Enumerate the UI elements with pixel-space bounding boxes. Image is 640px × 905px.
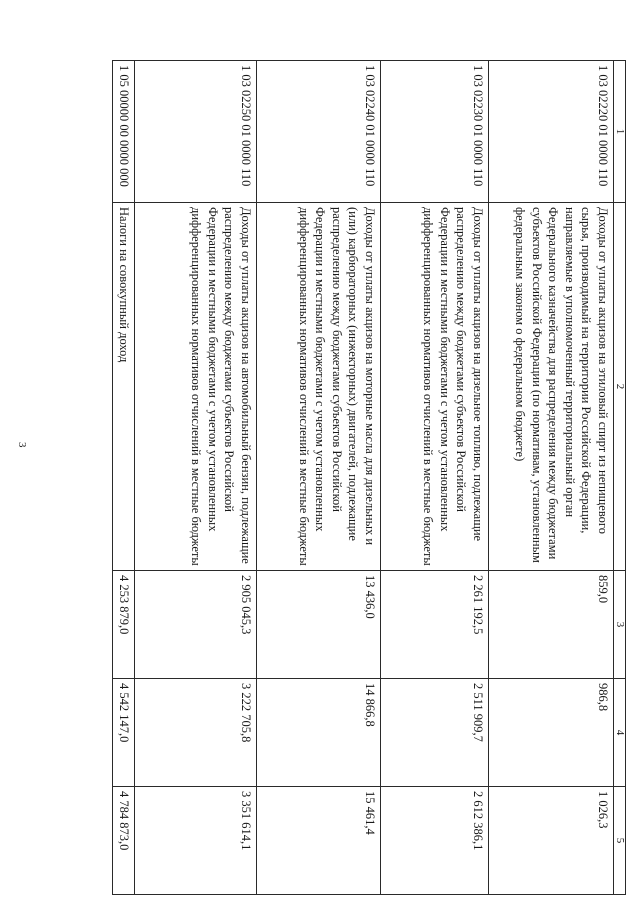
value-col4-cell: 14 866,8 [256, 679, 380, 787]
budget-code-cell: 1 05 00000 00 0000 000 [113, 61, 135, 203]
value-col5-cell: 15 461,4 [256, 787, 380, 895]
header-cell: 5 [613, 787, 625, 895]
value-col5-cell: 1 026,3 [488, 787, 613, 895]
page-number: 3 [16, 442, 28, 448]
revenue-name-cell: Доходы от уплаты акцизов на дизельное топливо, подлежащие распределению между бюджетами субъектов Российской Федерации и местными бюджетами с учетом установленных дифференцированных нормативов отчислений в местные бюджеты [380, 203, 488, 571]
table-row [113, 61, 135, 895]
rotated-table-sheet [112, 60, 626, 894]
budget-code-cell: 1 03 02220 01 0000 110 [488, 61, 613, 203]
table-row [380, 61, 488, 895]
value-col5-cell: 4 784 873,0 [113, 787, 135, 895]
value-col3-cell: 2 261 192,5 [380, 571, 488, 679]
value-col5-cell: 2 612 386,1 [380, 787, 488, 895]
value-col4-cell: 986,8 [488, 679, 613, 787]
header-cell: 1 [613, 61, 625, 203]
budget-code-cell: 1 03 02250 01 0000 110 [135, 61, 257, 203]
budget-code-cell: 1 03 02240 01 0000 110 [256, 61, 380, 203]
table-row [488, 61, 613, 895]
revenue-name-cell: Доходы от уплаты акцизов на моторные масла для дизельных и (или) карбюраторных (инжекторных) двигателей, подлежащие распределению между бюджетами субъектов Российской Федерации и местными бюджетами с учетом установленных дифференцированных нормативов отчислений в местные бюджеты [256, 203, 380, 571]
revenue-name-cell: Доходы от уплаты акцизов на автомобильный бензин, подлежащие распределению между бюджетами субъектов Российской Федерации и местными бюджетами с учетом установленных дифференцированных нормативов отчислений в местные бюджеты [135, 203, 257, 571]
revenue-name-cell: Налоги на совокупный доход [113, 203, 135, 571]
header-cell: 3 [613, 571, 625, 679]
value-col3-cell: 13 436,0 [256, 571, 380, 679]
header-cell: 4 [613, 679, 625, 787]
value-col4-cell: 2 511 909,7 [380, 679, 488, 787]
value-col3-cell: 859,0 [488, 571, 613, 679]
value-col3-cell: 2 905 045,3 [135, 571, 257, 679]
revenue-name-cell: Доходы от уплаты акцизов на этиловый спирт из непищевого сырья, производимый на территории Российской Федерации, направляемые в уполномоченный территориальный орган Федерального казначейства для распределения между бюджетами субъектов Российской Федерации (по нормативам, установленным федеральным законом о федеральном бюджете) [488, 203, 613, 571]
table-row [135, 61, 257, 895]
budget-code-cell: 1 03 02230 01 0000 110 [380, 61, 488, 203]
budget-revenue-table [112, 60, 626, 895]
value-col5-cell: 3 351 614,1 [135, 787, 257, 895]
value-col4-cell: 4 542 147,0 [113, 679, 135, 787]
value-col4-cell: 3 222 705,8 [135, 679, 257, 787]
header-cell: 2 [613, 203, 625, 571]
table-header-row [613, 61, 625, 895]
table-row [256, 61, 380, 895]
value-col3-cell: 4 253 879,0 [113, 571, 135, 679]
